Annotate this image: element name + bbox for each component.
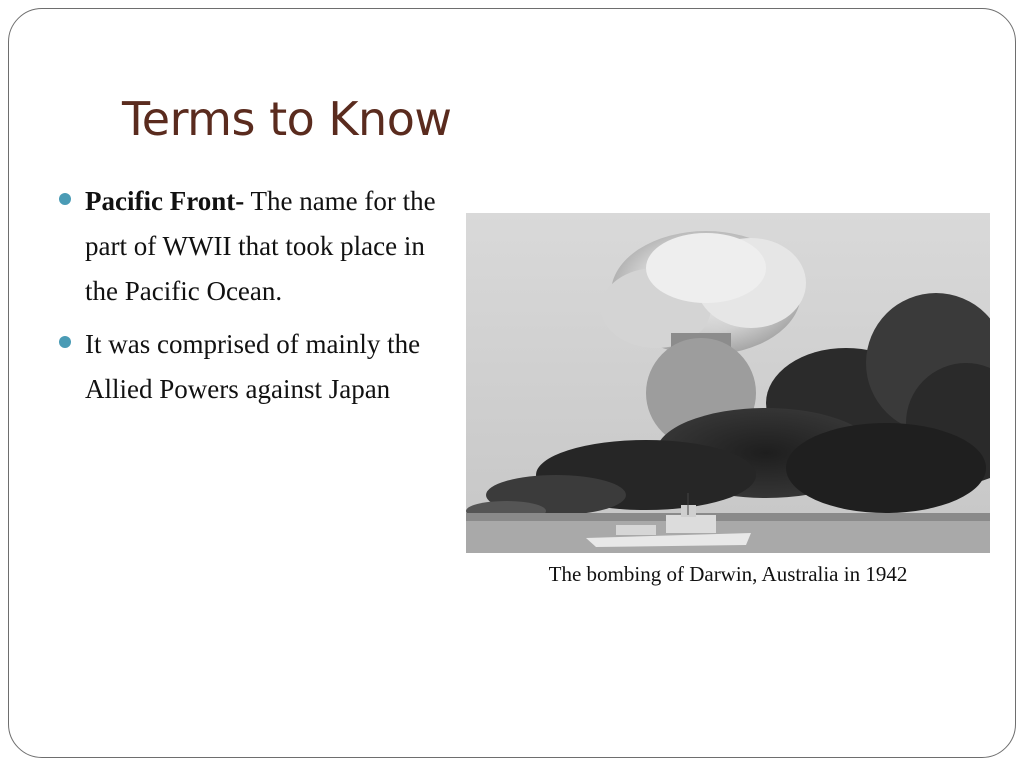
bullet-item (57, 322, 457, 412)
bullet-term: Pacific Front- (85, 186, 245, 216)
bombing-photo (466, 213, 990, 553)
bullet-icon (59, 193, 71, 205)
image-caption: The bombing of Darwin, Australia in 1942 (548, 562, 908, 586)
bullet-text: The name for the part of WWII that took place in the Pacific Ocean. (85, 186, 436, 306)
bullet-icon (59, 336, 71, 348)
bullet-text: It was comprised of mainly the Allied Powers against Japan (85, 329, 421, 404)
slide-title: Terms to Know (122, 92, 452, 146)
bullet-item (57, 179, 457, 314)
bullet-list (57, 179, 457, 420)
